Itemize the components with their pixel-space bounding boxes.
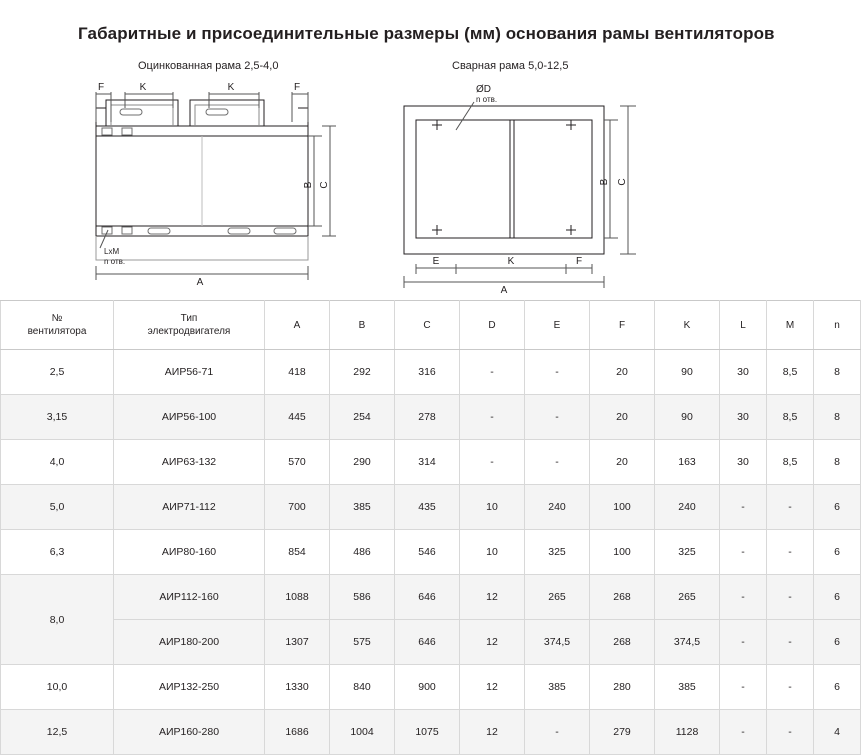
cell-E: - — [525, 440, 590, 485]
cell-D: 10 — [460, 530, 525, 575]
cell-A: 1330 — [265, 665, 330, 710]
cell-M: - — [767, 575, 814, 620]
label-F-rightdwg: F — [575, 256, 583, 268]
cell-F: 20 — [590, 350, 655, 395]
label-C: C — [319, 181, 330, 189]
table-row — [1, 395, 861, 440]
cell-C: 900 — [395, 665, 460, 710]
cell-C: 316 — [395, 350, 460, 395]
cell-motor-type: АИР160-280 — [114, 710, 265, 755]
cell-F: 100 — [590, 530, 655, 575]
cell-L: - — [720, 530, 767, 575]
table-row — [1, 665, 861, 710]
cell-n: 6 — [814, 620, 861, 665]
right-technical-drawing — [390, 78, 650, 297]
cell-F: 20 — [590, 395, 655, 440]
header-D: D — [460, 301, 525, 350]
cell-A: 1686 — [265, 710, 330, 755]
header-B: B — [330, 301, 395, 350]
cell-fan-number: 10,0 — [1, 665, 114, 710]
cell-A: 1307 — [265, 620, 330, 665]
label-LxM: LxM — [104, 247, 120, 257]
label-A-rightdwg: A — [500, 285, 508, 297]
label-K-right: K — [227, 82, 235, 94]
table-row — [1, 620, 861, 665]
page-title: Габаритные и присоединительные размеры (мм) основания рамы вентиляторов — [78, 24, 775, 44]
cell-C: 314 — [395, 440, 460, 485]
cell-F: 268 — [590, 620, 655, 665]
cell-D: - — [460, 440, 525, 485]
cell-n: 6 — [814, 485, 861, 530]
cell-L: 30 — [720, 440, 767, 485]
cell-K: 385 — [655, 665, 720, 710]
cell-B: 290 — [330, 440, 395, 485]
cell-D: 12 — [460, 620, 525, 665]
header-M: M — [767, 301, 814, 350]
cell-motor-type: АИР80-160 — [114, 530, 265, 575]
cell-K: 1128 — [655, 710, 720, 755]
cell-K: 90 — [655, 350, 720, 395]
label-K-left: K — [139, 82, 147, 94]
cell-fan-number: 8,0 — [1, 575, 114, 665]
table-row — [1, 710, 861, 755]
cell-B: 840 — [330, 665, 395, 710]
cell-B: 486 — [330, 530, 395, 575]
cell-C: 435 — [395, 485, 460, 530]
cell-M: 8,5 — [767, 440, 814, 485]
table-row — [1, 575, 861, 620]
cell-E: 385 — [525, 665, 590, 710]
header-fan-number: № вентилятора — [1, 301, 114, 350]
left-drawing-caption: Оцинкованная рама 2,5-4,0 — [138, 60, 279, 73]
cell-D: 12 — [460, 665, 525, 710]
cell-A: 854 — [265, 530, 330, 575]
cell-C: 646 — [395, 575, 460, 620]
cell-L: 30 — [720, 350, 767, 395]
cell-F: 280 — [590, 665, 655, 710]
cell-F: 20 — [590, 440, 655, 485]
cell-fan-number: 12,5 — [1, 710, 114, 755]
table-row — [1, 440, 861, 485]
cell-A: 1088 — [265, 575, 330, 620]
header-L: L — [720, 301, 767, 350]
cell-n: 6 — [814, 665, 861, 710]
cell-fan-number: 5,0 — [1, 485, 114, 530]
header-C: C — [395, 301, 460, 350]
cell-L: - — [720, 575, 767, 620]
cell-C: 546 — [395, 530, 460, 575]
cell-M: - — [767, 665, 814, 710]
cell-A: 570 — [265, 440, 330, 485]
cell-n: 6 — [814, 530, 861, 575]
cell-fan-number: 6,3 — [1, 530, 114, 575]
cell-motor-type: АИР132-250 — [114, 665, 265, 710]
cell-K: 90 — [655, 395, 720, 440]
label-K-rightdwg: K — [507, 256, 515, 268]
table-row — [1, 350, 861, 395]
header-K: K — [655, 301, 720, 350]
label-n-otv-right: n отв. — [476, 95, 498, 105]
cell-motor-type: АИР112-160 — [114, 575, 265, 620]
cell-n: 4 — [814, 710, 861, 755]
header-F: F — [590, 301, 655, 350]
cell-M: - — [767, 485, 814, 530]
cell-B: 575 — [330, 620, 395, 665]
cell-K: 374,5 — [655, 620, 720, 665]
cell-motor-type: АИР71-112 — [114, 485, 265, 530]
cell-B: 586 — [330, 575, 395, 620]
cell-motor-type: АИР56-100 — [114, 395, 265, 440]
cell-n: 6 — [814, 575, 861, 620]
cell-B: 385 — [330, 485, 395, 530]
table-header-row — [1, 301, 861, 350]
cell-B: 292 — [330, 350, 395, 395]
cell-M: - — [767, 620, 814, 665]
table-row — [1, 485, 861, 530]
cell-fan-number: 2,5 — [1, 350, 114, 395]
cell-n: 8 — [814, 350, 861, 395]
cell-motor-type: АИР63-132 — [114, 440, 265, 485]
dimensions-table — [0, 300, 861, 755]
cell-E: 240 — [525, 485, 590, 530]
label-F-right: F — [294, 82, 301, 94]
left-technical-drawing — [78, 78, 348, 293]
cell-E: - — [525, 395, 590, 440]
cell-n: 8 — [814, 440, 861, 485]
label-A: A — [196, 277, 204, 289]
header-E: E — [525, 301, 590, 350]
cell-F: 100 — [590, 485, 655, 530]
cell-fan-number: 4,0 — [1, 440, 114, 485]
label-n-otv-left: n отв. — [104, 257, 126, 267]
cell-D: 10 — [460, 485, 525, 530]
header-A: A — [265, 301, 330, 350]
label-B: B — [303, 181, 314, 189]
label-C-right: C — [617, 178, 628, 186]
cell-F: 279 — [590, 710, 655, 755]
cell-D: - — [460, 395, 525, 440]
table-body — [1, 350, 861, 755]
cell-M: - — [767, 530, 814, 575]
label-F-left: F — [98, 82, 105, 94]
cell-E: - — [525, 350, 590, 395]
cell-M: 8,5 — [767, 350, 814, 395]
cell-D: 12 — [460, 710, 525, 755]
cell-L: - — [720, 710, 767, 755]
cell-motor-type: АИР56-71 — [114, 350, 265, 395]
cell-A: 700 — [265, 485, 330, 530]
header-motor-type: Тип электродвигателя — [114, 301, 265, 350]
cell-M: - — [767, 710, 814, 755]
cell-E: 325 — [525, 530, 590, 575]
label-OD: ØD — [476, 84, 491, 96]
cell-L: - — [720, 485, 767, 530]
cell-B: 254 — [330, 395, 395, 440]
cell-K: 163 — [655, 440, 720, 485]
header-n: n — [814, 301, 861, 350]
cell-C: 278 — [395, 395, 460, 440]
cell-K: 265 — [655, 575, 720, 620]
label-B-right: B — [599, 178, 610, 186]
cell-E: - — [525, 710, 590, 755]
cell-K: 325 — [655, 530, 720, 575]
cell-A: 445 — [265, 395, 330, 440]
cell-E: 265 — [525, 575, 590, 620]
cell-fan-number: 3,15 — [1, 395, 114, 440]
cell-K: 240 — [655, 485, 720, 530]
cell-C: 646 — [395, 620, 460, 665]
label-E: E — [432, 256, 440, 268]
cell-n: 8 — [814, 395, 861, 440]
right-drawing-caption: Сварная рама 5,0-12,5 — [452, 60, 569, 73]
cell-D: - — [460, 350, 525, 395]
cell-C: 1075 — [395, 710, 460, 755]
cell-motor-type: АИР180-200 — [114, 620, 265, 665]
cell-A: 418 — [265, 350, 330, 395]
cell-E: 374,5 — [525, 620, 590, 665]
drawings-area — [0, 60, 818, 300]
cell-B: 1004 — [330, 710, 395, 755]
table-row — [1, 530, 861, 575]
cell-L: - — [720, 665, 767, 710]
cell-L: 30 — [720, 395, 767, 440]
cell-L: - — [720, 620, 767, 665]
cell-F: 268 — [590, 575, 655, 620]
cell-D: 12 — [460, 575, 525, 620]
cell-M: 8,5 — [767, 395, 814, 440]
